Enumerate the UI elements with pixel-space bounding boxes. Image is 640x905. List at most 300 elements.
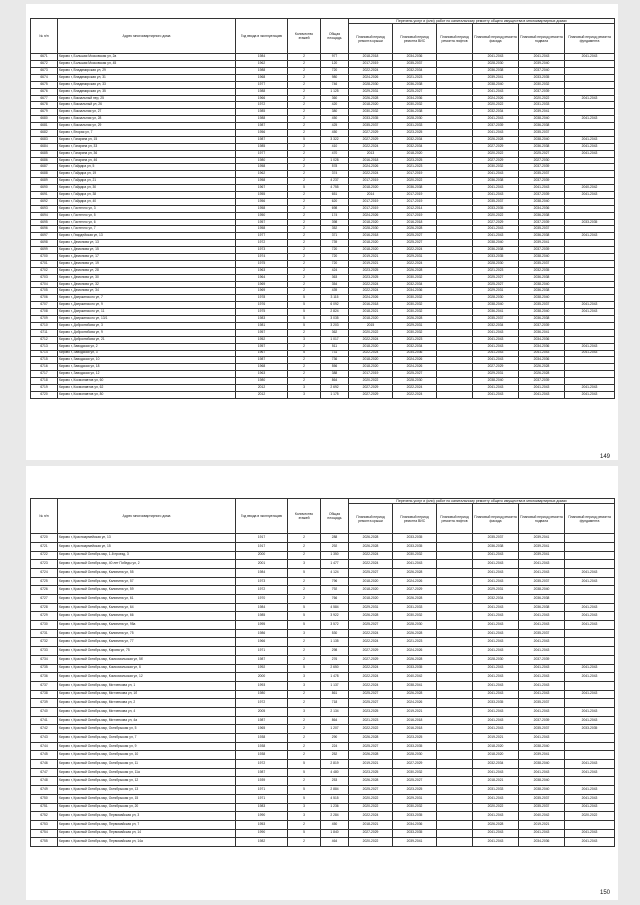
table-cell: 2017-2019	[393, 212, 437, 219]
table-cell: 3	[288, 560, 321, 569]
table-cell	[437, 95, 473, 102]
table-cell: 1957	[236, 329, 288, 336]
table-cell: 2039-2041	[519, 240, 565, 247]
table-cell: 6736	[31, 673, 58, 682]
table-cell: 1957	[236, 343, 288, 350]
table-cell: 2033-2035	[519, 74, 565, 81]
table-cell	[565, 371, 615, 378]
table-cell: 2	[288, 820, 321, 829]
table-cell: 2000	[236, 673, 288, 682]
table-cell: 2030-2032	[519, 81, 565, 88]
cell-address: Кирово г, Заводская ул, 12	[58, 371, 236, 378]
table-cell	[565, 267, 615, 274]
table-row	[31, 786, 615, 795]
table-cell: 2034-2036	[393, 350, 437, 357]
col-facade: Плановый период ремонта фасада	[473, 504, 519, 534]
table-cell: 2022-2024	[349, 551, 393, 560]
table-cell: 6711	[31, 329, 58, 336]
table-cell: 298	[321, 647, 349, 656]
table-cell: 2	[288, 67, 321, 74]
table-cell	[437, 74, 473, 81]
table-cell	[437, 829, 473, 838]
table-cell: 2032-2034	[473, 322, 519, 329]
table-cell	[565, 88, 615, 95]
table-cell	[565, 102, 615, 109]
table-cell: 6740	[31, 707, 58, 716]
table-cell: 2041-2043	[473, 673, 519, 682]
table-cell: 6729	[31, 612, 58, 621]
table-cell	[437, 54, 473, 61]
cell-address: Кирово г, Добролюбова ул, 9	[58, 329, 236, 336]
table-cell: 2	[288, 551, 321, 560]
table-cell	[437, 595, 473, 604]
table-body	[31, 534, 615, 847]
table-cell: 3 035	[321, 316, 349, 323]
table-cell: 2038-2040	[473, 302, 519, 309]
table-cell: 2033-2035	[393, 812, 437, 821]
table-cell: 2033-2035	[393, 664, 437, 673]
table-cell: 556	[321, 364, 349, 371]
table-cell: 6698	[31, 240, 58, 247]
cell-address: Кирово г, Красный Октябрь мкр, Калинина ул, 64	[58, 603, 236, 612]
table-cell: 252	[321, 751, 349, 760]
table-cell: 253	[321, 777, 349, 786]
table-cell: 2026-2028	[393, 316, 437, 323]
table-cell: 2023-2025	[349, 274, 393, 281]
table-row	[31, 673, 615, 682]
table-cell: 2020-2022	[349, 838, 393, 847]
cell-address: Кирово г, Демонова ул, 15	[58, 247, 236, 254]
table-row	[31, 734, 615, 743]
table-cell: 2020-2022	[349, 803, 393, 812]
table-cell	[437, 322, 473, 329]
table-cell: 2017-2019	[393, 171, 437, 178]
table-row	[31, 829, 615, 838]
table-cell: 1973	[236, 247, 288, 254]
cell-address: Кирово г, Заводская ул, 18	[58, 364, 236, 371]
table-cell: 2032-2034	[473, 760, 519, 769]
col-works-group: Перечень услуг и (или) работ по капитальному ремонту общего имущества в многоквартирных домах	[349, 499, 615, 504]
table-row	[31, 568, 615, 577]
table-cell	[437, 150, 473, 157]
table-row	[31, 219, 615, 226]
table-cell: 2032-2034	[473, 109, 519, 116]
table-row	[31, 88, 615, 95]
table-cell: 3 922	[321, 612, 349, 621]
table-cell: 2025-2027	[393, 777, 437, 786]
table-cell	[437, 707, 473, 716]
cell-address: Кирово г, Гастелло ул, 5	[58, 212, 236, 219]
table-cell: 4 755	[321, 185, 349, 192]
table-cell: 1953	[236, 820, 288, 829]
table-cell	[437, 734, 473, 743]
table-row	[31, 612, 615, 621]
table-cell: 2038-2040	[519, 281, 565, 288]
table-cell: 380	[321, 109, 349, 116]
table-cell	[565, 247, 615, 254]
table-cell: 6731	[31, 629, 58, 638]
table-cell	[437, 350, 473, 357]
table-cell: 6748	[31, 777, 58, 786]
table-cell: 2036-2038	[519, 316, 565, 323]
table-cell: 2026-2028	[393, 629, 437, 638]
table-cell: 796	[321, 577, 349, 586]
table-cell: 2034-2036	[519, 838, 565, 847]
cell-address: Кирово г, Гайдара ул, 30	[58, 185, 236, 192]
table-cell: 1980	[236, 157, 288, 164]
table-cell: 2022-2024	[349, 288, 393, 295]
table-cell: 292	[321, 542, 349, 551]
table-cell: 2019-2021	[393, 707, 437, 716]
table-cell: 2041-2043	[565, 136, 615, 143]
cell-address: Кирово г, Большая Московская ул, 2а	[58, 54, 236, 61]
table-cell: 2039-2041	[519, 751, 565, 760]
table-cell: 1 135	[321, 638, 349, 647]
table-cell	[565, 638, 615, 647]
table-cell: 2025-2027	[349, 786, 393, 795]
table-row	[31, 205, 615, 212]
table-row	[31, 233, 615, 240]
table-cell: 2	[288, 130, 321, 137]
table-cell: 2	[288, 102, 321, 109]
cell-address: Кирово г, Гастелло ул, 3	[58, 205, 236, 212]
table-cell: 2041-2043	[473, 681, 519, 690]
table-cell: 6682	[31, 130, 58, 137]
table-cell: 2027-2029	[473, 143, 519, 150]
table-cell	[437, 260, 473, 267]
col-basement: Плановый период ремонта подвала	[519, 504, 565, 534]
table-cell: 2023-2025	[349, 768, 393, 777]
table-cell	[437, 803, 473, 812]
table-cell: 2041-2043	[565, 309, 615, 316]
table-cell	[565, 322, 615, 329]
table-cell: 2041-2043	[565, 116, 615, 123]
col-basement: Плановый период ремонта подвала	[519, 24, 565, 54]
table-cell: 2018-2020	[349, 364, 393, 371]
table-cell: 5	[288, 794, 321, 803]
table-cell: 2041-2043	[473, 130, 519, 137]
table-row	[31, 143, 615, 150]
table-cell	[437, 786, 473, 795]
table-cell: 2025-2027	[393, 240, 437, 247]
table-cell: 352	[321, 226, 349, 233]
table-cell: 2041-2043	[473, 88, 519, 95]
table-cell	[437, 586, 473, 595]
table-cell: 2027-2029	[349, 391, 393, 398]
table-cell: 2018-2021	[349, 820, 393, 829]
table-cell: 2022-2024	[349, 812, 393, 821]
table-cell	[565, 655, 615, 664]
table-row	[31, 178, 615, 185]
table-cell: 2	[288, 109, 321, 116]
table-row	[31, 102, 615, 109]
table-cell: 2041-2043	[473, 768, 519, 777]
table-cell: 2041-2043	[519, 647, 565, 656]
table-row	[31, 638, 615, 647]
table-cell: 2035-2037	[519, 725, 565, 734]
table-cell: 1987	[236, 357, 288, 364]
table-cell: 1969	[236, 288, 288, 295]
table-cell: 2029-2031	[349, 88, 393, 95]
table-cell: 6744	[31, 742, 58, 751]
table-cell: 1984	[236, 54, 288, 61]
table-cell: 2029-2031	[393, 254, 437, 261]
cell-address: Кирово г, Демонова ул, 32	[58, 281, 236, 288]
table-row	[31, 260, 615, 267]
cell-address: Кирово г, Красный Октябрь мкр, Октябрьская ул, 12	[58, 777, 236, 786]
table-cell: 2	[288, 247, 321, 254]
cell-address: Кирово г, Красный Октябрь мкр, Октябрьская ул, 5	[58, 725, 236, 734]
table-cell	[437, 384, 473, 391]
table-cell: 388	[321, 371, 349, 378]
table-cell: 6722	[31, 551, 58, 560]
table-cell: 2025-2027	[473, 281, 519, 288]
table-cell: 1966	[236, 638, 288, 647]
table-cell: 6741	[31, 716, 58, 725]
cell-address: Кирово г, Вторая ул, 7	[58, 130, 236, 137]
table-cell	[437, 281, 473, 288]
cell-address: Кирово г, Красный Октябрь мкр, Комсомольская ул, 12	[58, 673, 236, 682]
table-cell: 2024-2026	[393, 364, 437, 371]
table-cell: 2025-2027	[519, 150, 565, 157]
cell-address: Кирово г, Гагарина ул, 36	[58, 150, 236, 157]
table-cell: 1966	[236, 95, 288, 102]
table-cell: 2	[288, 205, 321, 212]
table-cell: 2019-2021	[349, 254, 393, 261]
cell-address: Кирово г, Красный Октябрь мкр, Калинина ул, 95а	[58, 621, 236, 630]
table-row	[31, 699, 615, 708]
table-cell: 5	[288, 768, 321, 777]
table-cell: 2	[288, 226, 321, 233]
table-cell	[437, 267, 473, 274]
table-cell: 2016-2018	[393, 725, 437, 734]
table-cell: 2041-2043	[565, 707, 615, 716]
table-cell: 5	[288, 322, 321, 329]
table-cell: 2022-2024	[349, 350, 393, 357]
table-cell	[565, 647, 615, 656]
cell-address: Кирово г, Гастелло ул, 6	[58, 219, 236, 226]
table-cell: 470	[321, 150, 349, 157]
table-cell: 2022-2024	[393, 384, 437, 391]
table-cell: 2022-2024	[349, 143, 393, 150]
table-cell: 2	[288, 534, 321, 543]
table-cell: 6755	[31, 838, 58, 847]
table-cell: 1971	[236, 647, 288, 656]
table-cell: 1 137	[321, 681, 349, 690]
table-cell: 2024-2026	[393, 577, 437, 586]
table-cell: 2041-2043	[565, 577, 615, 586]
table-cell	[565, 820, 615, 829]
table-cell: 2037-2039	[519, 247, 565, 254]
table-cell: 2	[288, 164, 321, 171]
table-cell: 6732	[31, 638, 58, 647]
table-cell: 6753	[31, 820, 58, 829]
table-cell: 2020-2022	[349, 378, 393, 385]
cell-address: Кирово г, Красный Октябрь мкр, Октябрьская ул, 11а	[58, 768, 236, 777]
table-cell: 2025-2027	[349, 742, 393, 751]
table-cell: 2041-2043	[473, 577, 519, 586]
table-cell: 2032-2034	[393, 281, 437, 288]
table-cell: 1972	[236, 699, 288, 708]
table-cell: 3	[288, 803, 321, 812]
table-cell: 2036-2041	[519, 329, 565, 336]
table-cell: 2028-2030	[473, 260, 519, 267]
cell-address: Кирово г, Красный Октябрь мкр, Октябрьская ул, 11	[58, 760, 236, 769]
table-cell	[437, 123, 473, 130]
cell-address: Кирово г, Вокзальная ул, 28	[58, 116, 236, 123]
table-cell	[565, 336, 615, 343]
table-cell: 6742	[31, 725, 58, 734]
table-row	[31, 725, 615, 734]
cell-address: Кирово г, Дзержинского ул, 11	[58, 309, 236, 316]
document-page-150	[26, 466, 618, 900]
table-cell: 6734	[31, 655, 58, 664]
page-number: 149	[599, 454, 610, 460]
table-cell: 2035-2037	[519, 803, 565, 812]
table-cell: 354	[321, 281, 349, 288]
table-cell: 2029-2031	[349, 603, 393, 612]
table-cell: 2025-2027	[349, 568, 393, 577]
table-cell: 2034-2036	[519, 336, 565, 343]
table-cell: 2034-2036	[393, 54, 437, 61]
table-cell: 2018-2020	[473, 742, 519, 751]
table-cell: 2041-2043	[473, 350, 519, 357]
table-cell	[565, 123, 615, 130]
table-cell: 2037-2039	[519, 322, 565, 329]
table-row	[31, 371, 615, 378]
table-cell	[437, 192, 473, 199]
table-cell	[565, 378, 615, 385]
table-cell	[437, 603, 473, 612]
table-cell: 1981	[236, 322, 288, 329]
table-cell: 2028-2030	[393, 116, 437, 123]
table-cell: 2029-2031	[473, 371, 519, 378]
table-row	[31, 302, 615, 309]
table-cell: 6699	[31, 247, 58, 254]
table-cell: 5	[288, 612, 321, 621]
table-row	[31, 364, 615, 371]
table-cell: 2024-2026	[393, 647, 437, 656]
table-cell: 6684	[31, 143, 58, 150]
table-cell	[437, 302, 473, 309]
table-cell: 5	[288, 136, 321, 143]
cell-address: Кирово г, Красный Октябрь мкр, Митченкова ул, 2	[58, 699, 236, 708]
table-cell: 1963	[236, 267, 288, 274]
table-cell: 6 092	[321, 302, 349, 309]
table-cell: 2036-2038	[473, 67, 519, 74]
table-cell	[437, 647, 473, 656]
cell-address: Кирово г, Гайдара ул, 38	[58, 192, 236, 199]
cell-address: Кирово г, Красный Октябрь мкр, Первомайская ул, 3	[58, 812, 236, 821]
table-cell: 1917	[236, 542, 288, 551]
table-cell: 2041-2043	[565, 95, 615, 102]
table-cell: 2041-2043	[473, 233, 519, 240]
cell-address: Кирово г, Вокзальный пер, 25	[58, 95, 236, 102]
table-cell: 4 480	[321, 768, 349, 777]
table-cell: 2	[288, 61, 321, 68]
table-cell: 1952	[236, 336, 288, 343]
cell-address: Кирово г, Красный Октябрь мкр, Калинина ул, 59	[58, 586, 236, 595]
cell-address: Кирово г, Красный Октябрь мкр, Митченкова ул, 4	[58, 707, 236, 716]
table-cell: 2	[288, 647, 321, 656]
table-cell: 2038-2040	[519, 309, 565, 316]
table-row	[31, 577, 615, 586]
table-cell: 6705	[31, 288, 58, 295]
table-row	[31, 267, 615, 274]
table-cell	[565, 551, 615, 560]
cell-address: Кирово г, Демонова ул, 34	[58, 288, 236, 295]
table-cell: 2038-2040	[519, 777, 565, 786]
table-cell: 2	[288, 378, 321, 385]
table-cell: 6681	[31, 123, 58, 130]
table-cell: 1955	[236, 192, 288, 199]
table-cell	[437, 178, 473, 185]
table-row	[31, 322, 615, 329]
table-cell: 2040-2042	[565, 185, 615, 192]
table-cell: 2022-2024	[349, 67, 393, 74]
table-cell: 2023-2025	[349, 707, 393, 716]
table-cell: 2041-2043	[473, 357, 519, 364]
table-cell	[565, 274, 615, 281]
table-cell: 6725	[31, 577, 58, 586]
table-cell: 620	[321, 198, 349, 205]
table-cell: 2027-2029	[349, 655, 393, 664]
table-cell: 2033-2035	[393, 542, 437, 551]
table-cell: 2020-2022	[349, 329, 393, 336]
table-cell	[437, 638, 473, 647]
table-cell	[437, 812, 473, 821]
table-cell: 6691	[31, 192, 58, 199]
table-cell: 420	[321, 102, 349, 109]
table-row	[31, 316, 615, 323]
table-cell: 2021-2023	[349, 716, 393, 725]
table-cell: 2035-2037	[519, 629, 565, 638]
table-cell: 3	[288, 384, 321, 391]
table-cell: 6702	[31, 267, 58, 274]
cell-address: Кирово г, Вокзальный ул, 26	[58, 102, 236, 109]
table-cell: 2041-2043	[473, 829, 519, 838]
table-cell: 371	[321, 233, 349, 240]
table-cell: 720	[321, 67, 349, 74]
table-cell: 2031-2033	[393, 603, 437, 612]
table-cell: 977	[321, 54, 349, 61]
table-cell: 736	[321, 357, 349, 364]
table-cell: 1977	[236, 233, 288, 240]
table-cell: 2038-2040	[519, 760, 565, 769]
table-cell: 1971	[236, 786, 288, 795]
table-cell: 4 515	[321, 794, 349, 803]
table-cell: 2016-2018	[393, 716, 437, 725]
table-cell	[437, 212, 473, 219]
table-row	[31, 247, 615, 254]
table-cell: 2038-2040	[519, 116, 565, 123]
table-row	[31, 777, 615, 786]
table-cell: 2039-2040	[519, 61, 565, 68]
table-cell	[437, 655, 473, 664]
table-cell: 1939	[236, 777, 288, 786]
table-cell: 2	[288, 212, 321, 219]
table-row	[31, 794, 615, 803]
table-cell: 2041-2043	[473, 329, 519, 336]
table-cell	[565, 240, 615, 247]
table-cell: 2036-2038	[393, 81, 437, 88]
table-cell: 2028-2030	[473, 295, 519, 302]
table-cell: 2024-2026	[393, 357, 437, 364]
table-cell: 2013	[349, 150, 393, 157]
cell-address: Кирово г, Красный Октябрь мкр, Калинина ул, 77	[58, 638, 236, 647]
table-cell: 5	[288, 786, 321, 795]
cell-address: Кирово г, Большая Московская ул, 45	[58, 61, 236, 68]
